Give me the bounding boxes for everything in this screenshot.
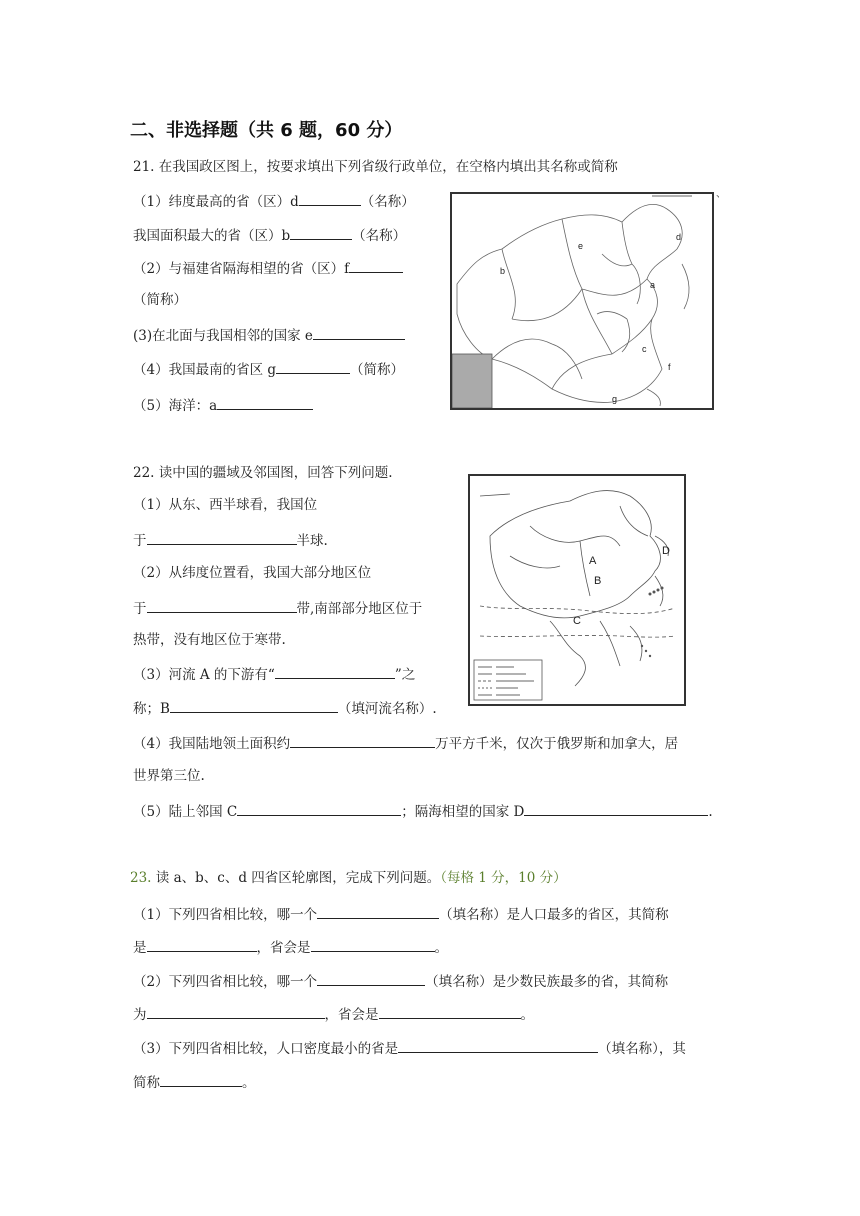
answer-blank[interactable] <box>147 1004 325 1019</box>
answer-blank[interactable] <box>276 359 350 374</box>
q23-l1b-mid: ，省会是 <box>256 940 311 956</box>
answer-blank[interactable] <box>313 325 405 340</box>
q21-l1b-end: （名称） <box>352 228 407 244</box>
q22-line2a: （2）从纬度位置看，我国大部分地区位 <box>133 565 372 581</box>
answer-blank[interactable] <box>160 1072 242 1087</box>
q21-l1a-text: （1）纬度最高的省（区）d <box>133 194 299 210</box>
q22-l2b-pre: 于 <box>133 601 147 617</box>
q22-l5-end: . <box>708 804 713 820</box>
q22-l3a-post: ”之 <box>394 667 416 683</box>
answer-blank[interactable] <box>299 191 361 206</box>
q22-l5-mid: ；隔海相望的国家 D <box>401 804 525 820</box>
answer-blank[interactable] <box>524 801 708 816</box>
q22-line2b <box>133 598 422 618</box>
q22-l2b-post: 带,南部部分地区位于 <box>296 601 423 617</box>
map-label-C: C <box>573 615 581 627</box>
q23-number: 23. <box>130 870 152 886</box>
q23-line2a <box>133 971 668 991</box>
q23-l3a-pre: （3）下列四省相比较，人口密度最小的省是 <box>133 1041 399 1057</box>
q21-l1b-text: 我国面积最大的省（区）b <box>133 228 291 244</box>
q21-line1b <box>133 225 406 245</box>
answer-blank[interactable] <box>290 733 435 748</box>
map-label-d: d <box>676 232 682 242</box>
q23-line3a <box>133 1038 686 1058</box>
q22-line3b <box>133 698 437 718</box>
answer-blank[interactable] <box>170 698 338 713</box>
q22-l3b-post: （填河流名称）. <box>337 701 437 717</box>
q21-line1a <box>133 191 415 211</box>
map-label-A: A <box>589 555 597 567</box>
map-label-g: g <box>612 394 618 404</box>
q22-l1b-pre: 于 <box>133 533 147 549</box>
q23-line3b <box>133 1072 256 1092</box>
q23-line2b <box>133 1004 534 1024</box>
q22-line3a <box>133 664 415 684</box>
map-label-c: c <box>642 344 647 354</box>
q21-stem: 21. 在我国政区图上，按要求填出下列省级行政单位，在空格内填出其名称或简称 <box>133 159 618 175</box>
q21-l2-text: （2）与福建省隔海相望的省（区）f <box>133 261 350 277</box>
answer-blank[interactable] <box>349 258 403 273</box>
answer-blank[interactable] <box>379 1004 521 1019</box>
q21-l4-end: （简称） <box>350 362 405 378</box>
q22-l1b-post: 半球. <box>296 533 328 549</box>
answer-blank[interactable] <box>237 801 401 816</box>
q22-line1a: （1）从东、西半球看，我国位 <box>133 497 318 513</box>
answer-blank[interactable] <box>398 1038 598 1053</box>
answer-blank[interactable] <box>290 225 352 240</box>
q21-line2 <box>133 258 403 278</box>
q21-l1a-end: （名称） <box>360 194 415 210</box>
answer-blank[interactable] <box>317 971 425 986</box>
q21-line5 <box>133 395 313 415</box>
china-province-map-svg <box>452 194 712 408</box>
map-label-a: a <box>650 280 656 290</box>
q23-l2b-pre: 为 <box>133 1007 147 1023</box>
q23-l2a-post: （填名称）是少数民族最多的省，其简称 <box>425 974 669 990</box>
q22-l5-pre: （5）陆上邻国 C <box>133 804 238 820</box>
q23-score-note: （每格 1 分，10 分） <box>440 870 567 886</box>
q21-line3 <box>133 325 405 345</box>
q22-line5 <box>133 801 713 821</box>
map-legend-box <box>474 660 542 700</box>
q22-line2c: 热带，没有地区位于寒带. <box>133 632 286 648</box>
answer-blank[interactable] <box>317 904 439 919</box>
q21-l3-text: (3)在北面与我国相邻的国家 e <box>133 328 313 344</box>
q23-l2b-end: 。 <box>520 1007 534 1023</box>
q23-l3b-pre: 简称 <box>133 1075 160 1091</box>
q21-l5-text: （5）海洋：a <box>133 398 218 414</box>
q23-stem: 读 a、b、c、d 四省区轮廓图，完成下列问题。 <box>155 870 441 886</box>
q23-stem-line <box>130 869 567 887</box>
section-title: 二、非选择题（共 6 题，60 分） <box>130 120 403 141</box>
q22-l4a-post: 万平方千米，仅次于俄罗斯和加拿大，居 <box>435 736 679 752</box>
inset-map-icon <box>452 354 492 408</box>
answer-blank[interactable] <box>311 937 435 952</box>
margin-mark: 、 <box>716 189 726 200</box>
q23-l2b-mid: ，省会是 <box>324 1007 379 1023</box>
answer-blank[interactable] <box>275 664 395 679</box>
map-label-e: e <box>578 241 584 251</box>
answer-blank[interactable] <box>147 530 297 545</box>
answer-blank[interactable] <box>217 395 313 410</box>
q23-line1a <box>133 904 669 924</box>
q22-line4a <box>133 733 678 753</box>
q22-line4b: 世界第三位. <box>133 768 205 784</box>
answer-blank[interactable] <box>147 598 297 613</box>
q23-l3a-post: （填名称），其 <box>598 1041 686 1057</box>
q23-l1a-post: （填名称）是人口最多的省区，其简称 <box>439 907 669 923</box>
q23-l1b-pre: 是 <box>133 940 147 956</box>
china-province-map <box>450 192 714 410</box>
q23-l2a-pre: （2）下列四省相比较，哪一个 <box>133 974 318 990</box>
q23-l1a-pre: （1）下列四省相比较，哪一个 <box>133 907 318 923</box>
q22-stem: 22. 读中国的疆域及邻国图，回答下列问题. <box>133 465 393 481</box>
q23-l1b-end: 。 <box>434 940 448 956</box>
q23-l3b-end: 。 <box>242 1075 256 1091</box>
q21-l4-text: （4）我国最南的省区 g <box>133 362 277 378</box>
china-territory-neighbors-map <box>468 474 686 706</box>
q21-line2-end: （简称） <box>133 292 187 308</box>
q22-l3a-pre: （3）河流 A 的下游有“ <box>133 667 275 683</box>
map-label-B: B <box>594 575 602 587</box>
q22-l4a-pre: （4）我国陆地领土面积约 <box>133 736 291 752</box>
map-label-D: D <box>662 545 670 557</box>
map-label-b: b <box>500 266 506 276</box>
map-label-f: f <box>668 362 671 372</box>
q23-line1b <box>133 937 448 957</box>
q22-line1b <box>133 530 328 550</box>
answer-blank[interactable] <box>147 937 257 952</box>
q21-line4 <box>133 359 404 379</box>
q22-l3b-pre: 称；B <box>133 701 170 717</box>
china-territory-map-svg <box>470 476 684 704</box>
